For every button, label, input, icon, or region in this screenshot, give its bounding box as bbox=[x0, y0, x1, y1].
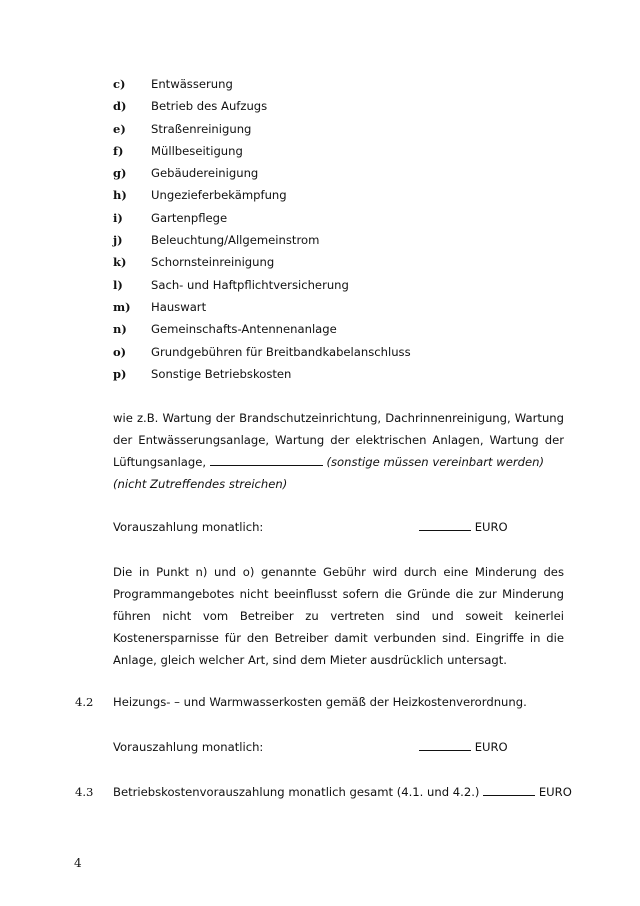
list-item-text: Beleuchtung/Allgemeinstrom bbox=[151, 233, 320, 248]
list-item-text: Betrieb des Aufzugs bbox=[151, 99, 268, 114]
list-item-letter: k) bbox=[113, 255, 127, 270]
prepayment-currency-1: EURO bbox=[474, 520, 508, 534]
section-4-2-number: 4.2 bbox=[75, 695, 94, 709]
section-4-3-number: 4.3 bbox=[75, 785, 94, 799]
list-item-text: Gartenpflege bbox=[151, 210, 228, 225]
list-item-letter: n) bbox=[113, 322, 127, 337]
prepayment-amount-1 bbox=[419, 519, 508, 536]
list-item-letter: j) bbox=[113, 233, 123, 248]
list-item-letter: d) bbox=[113, 99, 127, 114]
prepayment-label-2: Vorauszahlung monatlich: bbox=[113, 740, 264, 754]
list-item-text: Sach- und Haftpflichtversicherung bbox=[151, 277, 349, 292]
other-costs-paragraph bbox=[113, 407, 564, 495]
list-item-text: Straßenreinigung bbox=[151, 121, 252, 136]
prepayment-blank-1[interactable] bbox=[419, 519, 471, 531]
list-item-letter: e) bbox=[113, 121, 126, 136]
list-item-letter: l) bbox=[113, 277, 123, 292]
other-costs-blank[interactable] bbox=[210, 454, 323, 466]
list-item-letter: c) bbox=[113, 77, 126, 91]
list-item-text: Grundgebühren für Breitbandkabelanschluss bbox=[151, 344, 411, 359]
list-item-letter: h) bbox=[113, 188, 127, 203]
list-item-text: Sonstige Betriebskosten bbox=[151, 366, 292, 381]
list-item-text: Ungezieferbekämpfung bbox=[151, 188, 287, 203]
list-item-letter: i) bbox=[113, 210, 123, 225]
list-item-text: Gemeinschafts-Antennenanlage bbox=[151, 322, 337, 337]
prepayment-row-1 bbox=[113, 519, 508, 536]
list-item-text: Müllbeseitigung bbox=[151, 143, 243, 158]
other-costs-text: wie z.B. Wartung der Brandschutzeinrichtung, Dachrinnenreinigung, Wartung der Entwässerungsanlage, Wartung der elektrischen Anlagen, Wartung der Lüftungsanlage, bbox=[113, 411, 564, 469]
list-item-text: Hauswart bbox=[151, 299, 207, 314]
section-4-3-currency: EURO bbox=[538, 785, 572, 799]
list-item-text: Schornsteinreinigung bbox=[151, 255, 275, 270]
total-prepayment-blank[interactable] bbox=[483, 784, 535, 796]
list-item-letter: o) bbox=[113, 344, 127, 359]
prepayment-amount-2 bbox=[419, 739, 508, 756]
section-4-2-text: Heizungs- – und Warmwasserkosten gemäß der Heizkostenverordnung. bbox=[113, 695, 527, 709]
list-item-letter: p) bbox=[113, 366, 127, 381]
list-item-text: Entwässerung bbox=[151, 77, 233, 91]
prepayment-label-1: Vorauszahlung monatlich: bbox=[113, 520, 264, 534]
prepayment-currency-2: EURO bbox=[474, 740, 508, 754]
list-item-letter: g) bbox=[113, 166, 127, 181]
prepayment-row-2 bbox=[113, 739, 508, 756]
list-item-text: Gebäudereinigung bbox=[151, 166, 259, 181]
list-item-letter: m) bbox=[113, 299, 131, 314]
fee-paragraph: Die in Punkt n) und o) genannte Gebühr wird durch eine Minderung des Programmangebotes nicht beeinflusst sofern die Gründe die zur Minderung führen nicht vom Betreiber zu vertreten sind und soweit keinerlei Kostenersparnisse für den Betreiber damit verbunden sind. Eingriffe in die Anlage, gleich welcher Art, sind dem Mieter ausdrücklich untersagt. bbox=[113, 565, 564, 667]
list-item-letter: f) bbox=[113, 143, 124, 158]
section-4-3-row bbox=[113, 784, 572, 801]
note-strike: (nicht Zutreffendes streichen) bbox=[113, 477, 288, 491]
section-4-3-text: Betriebskostenvorauszahlung monatlich gesamt (4.1. und 4.2.) bbox=[113, 785, 480, 799]
prepayment-blank-2[interactable] bbox=[419, 739, 471, 751]
page-number: 4 bbox=[74, 856, 82, 870]
note-agreed: (sonstige müssen vereinbart werden) bbox=[326, 455, 545, 469]
